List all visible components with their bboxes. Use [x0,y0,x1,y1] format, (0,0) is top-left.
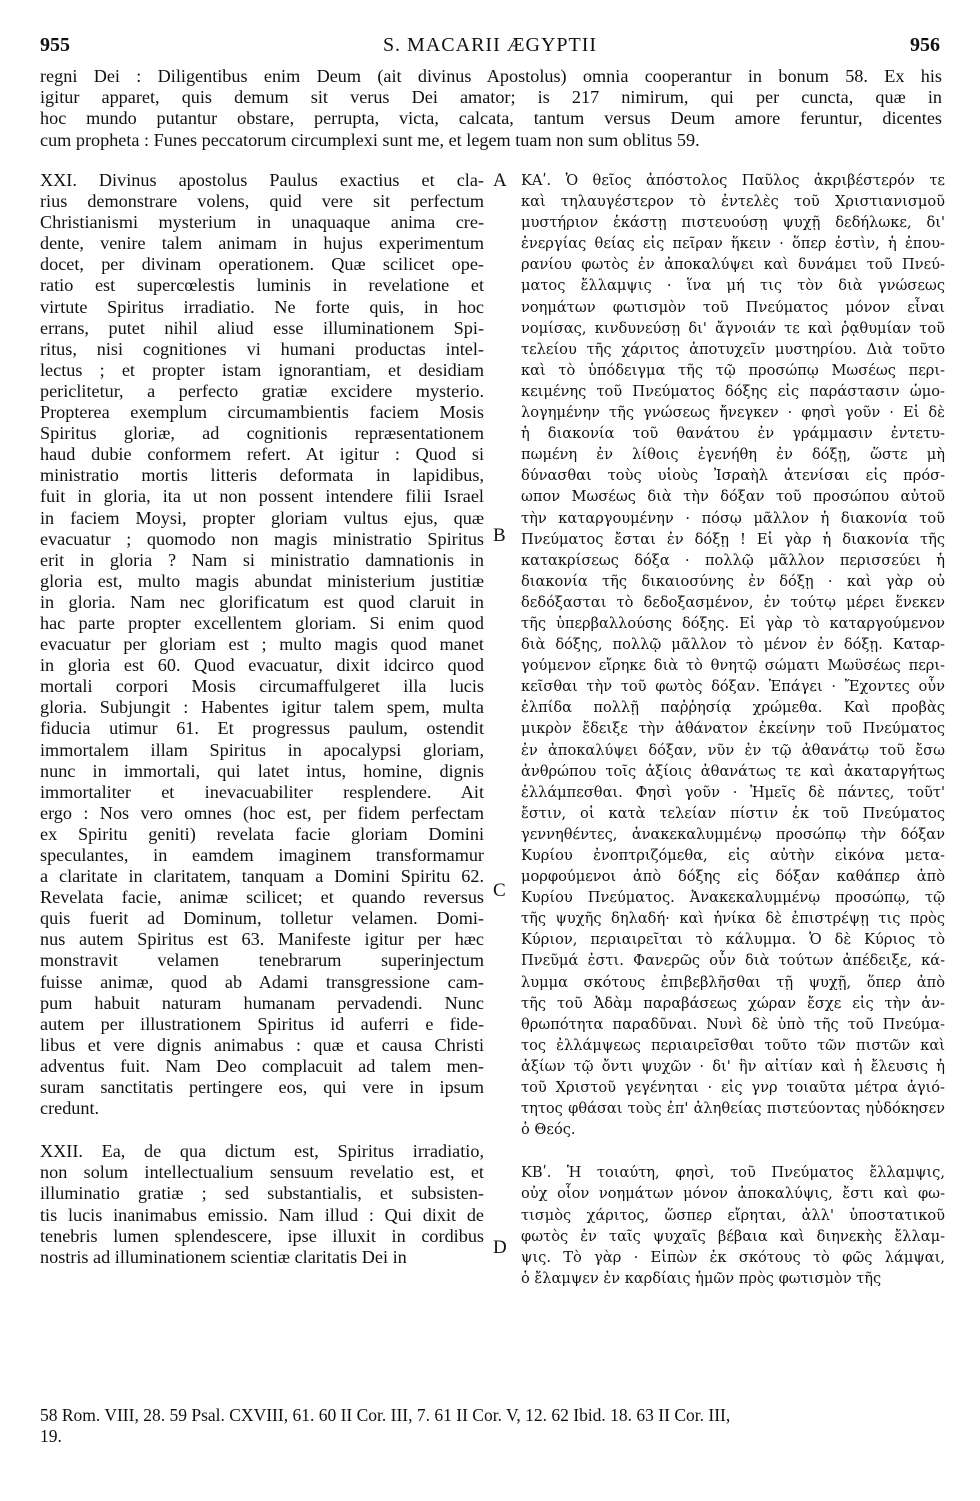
greek-line: νοημάτων φωτισμὸν τοῦ Πνεύματος μόνον εἶναι [521,298,945,316]
greek-line: ἐλπίδα πολλῇ παῤῥησίᾳ χρώμεθα. Καὶ προβὰς [521,699,945,717]
latin-line: fiducia utimur 61. Et progressus paulum, ostendit [40,718,484,739]
latin-line: fuisse animæ, quod ab Adami transgressione cam- [40,971,484,992]
intro-line: igitur apparet, quis demum sit verus Dei amator; is 217 nimirum, qui per cuncta, quæ in [40,87,942,108]
latin-line: illuminatio gratiæ ; sed substantialis, et subsisten- [40,1183,484,1204]
latin-line: autem per illustrationem Spiritus id auferri e fide- [40,1013,484,1034]
greek-line: ἀξίων τῷ ὄντι ψυχῶν · δι' ἣν αἰτίαν καὶ ἡ ἔλευσις ἡ [521,1057,945,1075]
greek-line: ἡ διακονία τοῦ θανάτου ἐν γράμμασιν ἐντετυ- [521,425,945,443]
latin-line: adventus fuit. Nam Deo complacuit ad talem men- [40,1055,484,1076]
greek-line: ρανίου φωτὸς ἐν ἀποκαλύψει καὶ δυνάμει τοῦ Πνεύ- [521,256,945,274]
latin-column [40,170,484,1268]
greek-line: ἔστιν, οἱ κατὰ τελείαν πίστιν ἐκ τοῦ Πνεύματος [521,804,945,822]
latin-section-xxi [40,170,484,1119]
latin-line: Revelata facie, animæ scilicet; et quando reversus [40,887,484,908]
greek-line: τῆς ὑπερβαλλούσης δόξης. Εἰ γὰρ τὸ καταργούμενον [521,614,945,632]
greek-line: Κυρίου Πνεύματος. Ἀνακεκαλυμμένῳ προσώπῳ, τῷ [521,889,945,907]
latin-line: in gloria est 60. Quod evacuatur, dixit idcirco quod [40,655,484,676]
running-title: S. MACARII ÆGYPTII [382,34,598,56]
latin-section-xxii [40,1141,484,1268]
greek-line: τῆς τοῦ Ἀδὰμ παραβάσεως χώραν ἔσχε εἰς τὴν ἀν- [521,994,945,1012]
latin-line: evacuatur per gloriam est ; multo magis quod manet [40,634,484,655]
greek-line: δεδόξασται τὸ δεδοξασμένον, ἐν τούτῳ μέρει ἕνεκεν [521,593,945,611]
greek-line: διακονία τῆς δικαιοσύνης ἐν δόξῃ · καὶ γὰρ οὐ [521,572,945,590]
greek-line: μυστήριον ἑκάστῃ πιστευούσῃ ψυχῇ δεδήλωκε, δι' [521,214,945,232]
latin-line: XXI. Divinus apostolus Paulus exactius et cla- [40,170,484,190]
latin-line: haud dubie conformem refert. At igitur : Quod si [40,444,484,465]
latin-line: evacuatur ; quomodo non magis ministratio Spiritus [40,528,484,549]
greek-line: τῆς ψυχῆς δηλαδή· καὶ ἡνίκα δὲ ἐπιστρέψῃ τις πρὸς [521,910,945,928]
greek-line: λογημένην τῆς γνώσεως ἤνεγκεν · φησὶ γοῦν · Εἰ δὲ [521,404,945,422]
greek-line: λυμμα σκότους ἐπιβεβλῆσθαι τῇ ψυχῇ, ὅπερ ἀπὸ [521,973,945,991]
greek-line: κατακρίσεως δόξα · πολλῷ μᾶλλον περισσεύει ἡ [521,551,945,569]
footnote-line: 58 Rom. VIII, 28. 59 Psal. CXVIII, 61. 60 II Cor. III, 7. 61 II Cor. V, 12. 62 Ibid. 18. 63 II Cor. III, [40,1405,731,1425]
latin-line: fuit in gloria, ita ut non possent intendere filii Israel [40,486,484,507]
intro-line: regni Dei : Diligentibus enim Deum (ait divinus Apostolus) omnia cooperantur in bonum 58. Ex his [40,66,942,86]
greek-line: τητος φθάσαι τοὺς ἐπ' ἀληθείας πιστεύοντας ηὐδόκησεν [521,1100,945,1118]
greek-line: διὰ δόξης, πολλῷ μᾶλλον τὸ μένον ἐν δόξῃ. Καταρ- [521,636,945,654]
greek-line: καὶ τὸ ὑπόδειγμα τῆς τῷ προσώπῳ Μωσέως περι- [521,361,945,379]
latin-line: in gloria. Nam nec glorificatum est quod claruit in [40,591,484,612]
greek-line: ΚΒʹ. Ἡ τοιαύτη, φησὶ, τοῦ Πνεύματος ἔλλαμψις, [521,1164,945,1182]
greek-line: δύνασθαι τοὺς υἱοὺς Ἰσραὴλ ἀτενίσαι εἰς πρόσ- [521,467,945,485]
footnotes [40,1405,942,1447]
greek-line: νομίσας, κινδυνεύσῃ δι' ἄγνοιάν τε καὶ ῥᾳθυμίαν τοῦ [521,319,945,337]
latin-line: pum habuit naturam humanam pervadendi. Nunc [40,992,484,1013]
latin-line: mortali corpori Mosis circumaffulgeret illa lucis [40,676,484,697]
greek-line: γούμενον εἴρηκε διὰ τὸ θνητῷ σώματι Μωϋσέως περι- [521,657,945,675]
latin-line: libus et vere dignis animabus : quæ et causa Christi [40,1034,484,1055]
latin-line: ministratio mortis litteris deformata in lapidibus, [40,465,484,486]
greek-line: τος ἐλλάμψεως περιαιρεῖσθαι τοῦτο τῶν πιστῶν καὶ [521,1036,945,1054]
margin-letter-c: C [493,880,506,901]
latin-line: virtute Spiritus irradiatio. Ne forte quis, in hoc [40,296,484,317]
latin-line: tis lucis inanimabus emissio. Nam illud : Qui dixit de [40,1204,484,1225]
greek-line: τισμὸς χάριτος, ὥσπερ εἴρηται, ἀλλ' ὑποστατικοῦ [521,1206,945,1224]
latin-line: credunt. [40,1098,100,1119]
greek-line: κειμένης τοῦ Πνεύματος δόξης εἰς παράστασιν ὡμο- [521,382,945,400]
latin-line: Propterea exemplum circumambientis faciem Mosis [40,402,484,423]
greek-line: γεννηθέντες, ἀνακεκαλυμμένῳ προσώπῳ τὴν δόξαν [521,825,945,843]
greek-line: θρωπότητα παραδῦναι. Νυνὶ δὲ ὑπὸ τῆς τοῦ Πνεύμα- [521,1015,945,1033]
greek-line: ἀνθρώπου τοῖς ἀξίοις ἀθανάτως τε καὶ ἀκαταργήτως [521,762,945,780]
greek-line: Κύριον, περιαιρεῖται τὸ κάλυμμα. Ὁ δὲ Κύριος τὸ [521,931,945,949]
intro-line: hoc mundo putantur obstare, perrupta, victa, calcata, tantum versus Deum amore feruntur, dicentes [40,108,942,129]
footnote-line: 19. [40,1426,62,1446]
greek-line: τὴν καταργουμένην · πόσῳ μᾶλλον ἡ διακονία τοῦ [521,509,945,527]
latin-line: nus autem Spiritus est 63. Manifeste igitur per hæc [40,929,484,950]
greek-line: φωτὸς ἐν ταῖς ψυχαῖς βέβαια καὶ διηνεκὴς ἔλλαμ- [521,1227,945,1245]
page-number-right: 956 [910,34,940,56]
latin-line: ratio est supercœlestis luminis in revelatione et [40,275,484,296]
latin-line: monstravit velamen tenebrarum superinjectum [40,950,484,971]
margin-letter-a: A [493,170,507,191]
latin-line: XXII. Ea, de qua dictum est, Spiritus irradiatio, [40,1141,484,1162]
greek-section-ka [521,170,945,1140]
latin-line: ritus, nisi cognitiones vi humani productas intel- [40,338,484,359]
greek-line: ψις. Τὸ γὰρ · Εἰπὼν ἐκ σκότους τὸ φῶς λάμψαι, [521,1248,945,1266]
latin-line: immortalem illam Spiritus in apocalypsi gloriam, [40,739,484,760]
greek-line: Πνεῦμά ἐστι. Φανερῶς οὖν διὰ τούτων ἀπέδειξε, κά- [521,952,945,970]
latin-line: nostris ad illuminationem scientiæ claritatis Dei in [40,1246,407,1267]
greek-line: τοῦ Χριστοῦ γεγένηται · εἰς γνρ τοιαῦτα μέτρα ἁγιό- [521,1079,945,1097]
latin-line: gloria est, multo magis abundat ministerium justitiæ [40,570,484,591]
greek-line: ὁ ἔλαμψεν ἐν καρδίαις ἡμῶν πρὸς φωτισμὸν τῆς [521,1269,882,1287]
latin-line: immortaliter et inevacuabiliter resplendere. Ait [40,781,484,802]
greek-line: ματος ἔλλαμψις · ἵνα μή τις τὸν διὰ γνώσεως [521,277,945,295]
latin-line: non solum intellectualium sensuum revelatio est, et [40,1162,484,1183]
latin-line: gloria. Subjungit : Habentes igitur talem spem, multa [40,697,484,718]
greek-line: κεῖσθαι τὴν τοῦ φωτὸς δόξαν. Ἐπάγει · Ἔχοντες οὖν [521,678,945,696]
greek-line: μικρὸν ἔδειξε τὴν ἀθάνατον ἐκείνην τοῦ Πνεύματος [521,720,945,738]
latin-line: Spiritus gloriæ, ad cognitionis repræsentationem [40,423,484,444]
margin-letter-b: B [493,525,506,546]
greek-column [521,170,945,1289]
greek-line: καὶ τηλαυγέστερον τὸ ἐντελὲς τοῦ Χριστιανισμοῦ [521,193,945,211]
intro-paragraph [40,66,942,151]
page-number-left: 955 [40,34,70,56]
latin-line: periclitetur, a perfecto gratiæ excidere mysterio. [40,380,484,401]
latin-line: a claritate in claritatem, tanquam a Domini Spiritu 62. [40,866,484,887]
latin-line: tenebris lumen splendescere, ipse illuxit in cordibus [40,1225,484,1246]
greek-line: ΚΑʹ. Ὁ θεῖος ἀπόστολος Παῦλος ἀκριβέστερόν τε [521,172,945,189]
latin-line: quis fuerit ad Dominum, tolletur velamen. Domi- [40,908,484,929]
latin-line: nunc in immortali, qui latet intus, homine, dignis [40,760,484,781]
latin-line: suram sanctitatis pertingere eos, qui vere in ipsum [40,1077,484,1098]
latin-line: lectus ; et propter istam ignorantiam, et desidiam [40,359,484,380]
latin-line: errans, putet nihil aliud esse illuminationem Spi- [40,317,484,338]
latin-line: ex Spiritu geniti) revelata facie gloriam Domini [40,823,484,844]
greek-line: οὐχ οἷον νοημάτων μόνον ἀποκαλύψις, ἔστι καὶ φω- [521,1185,945,1203]
greek-line: ἐνεργίας θείας εἰς πεῖραν ἥκειν · ὅπερ ἐστὶν, ἡ ἐπου- [521,235,945,253]
greek-line: τελείου τῆς χάριτος ἀποτυχεῖν μυστηρίου. Διὰ τοῦτο [521,340,945,358]
latin-line: hac parte propter excellentem gloriam. Si enim quod [40,612,484,633]
greek-line: πωμένη ἐν λίθοις ἐγενήθη ἐν δόξῃ, ὥστε μὴ [521,446,945,464]
latin-line: dente, venire talem animam in hujus experimentum [40,233,484,254]
intro-line: cum propheta : Funes peccatorum circumplexi sunt me, et legem tuam non sum oblitus 59. [40,129,700,150]
greek-line: ὁ Θεός. [521,1121,576,1139]
latin-line: ergo : Nos vero omnes (hoc est, per fidem perfectam [40,802,484,823]
latin-line: erit in gloria ? Nam si ministratio damnationis in [40,549,484,570]
latin-line: speculantes, in eamdem imaginem transformamur [40,845,484,865]
latin-line: docet, per divinam operationem. Quæ scilicet ope- [40,254,484,275]
greek-line: ωπον Μωσέως διὰ τὴν δόξαν τοῦ προσώπου αὐτοῦ [521,488,945,506]
greek-line: ἐν ἀποκαλύψει δόξαν, νῦν ἐν τῷ ἀθανάτῳ τοῦ ἔσω [521,741,945,759]
greek-line: μορφούμενοι ἀπὸ δόξης εἰς δόξαν καθάπερ ἀπὸ [521,868,945,886]
margin-letter-d: D [493,1237,507,1258]
latin-line: Christianismi mysterium in unaquaque anima cre- [40,212,484,233]
greek-line: ἐλλάμπεσθαι. Φησὶ γοῦν · Ἡμεῖς δὲ πάντες, τοῦτ' [521,783,945,801]
latin-line: rius demonstrare volens, quid vere sit perfectum [40,191,484,212]
greek-line: Κυρίου ἐνοπτριζόμεθα, εἰς αὐτὴν εἰκόνα μετα- [521,847,945,864]
greek-line: Πνεύματος ἔσται ἐν δόξῃ ! Εἰ γὰρ ἡ διακονία τῆς [521,530,945,548]
greek-section-kb [521,1162,945,1289]
latin-line: in faciem Moysi, propter gloriam vultus ejus, quæ [40,507,484,528]
page-header [40,34,940,58]
